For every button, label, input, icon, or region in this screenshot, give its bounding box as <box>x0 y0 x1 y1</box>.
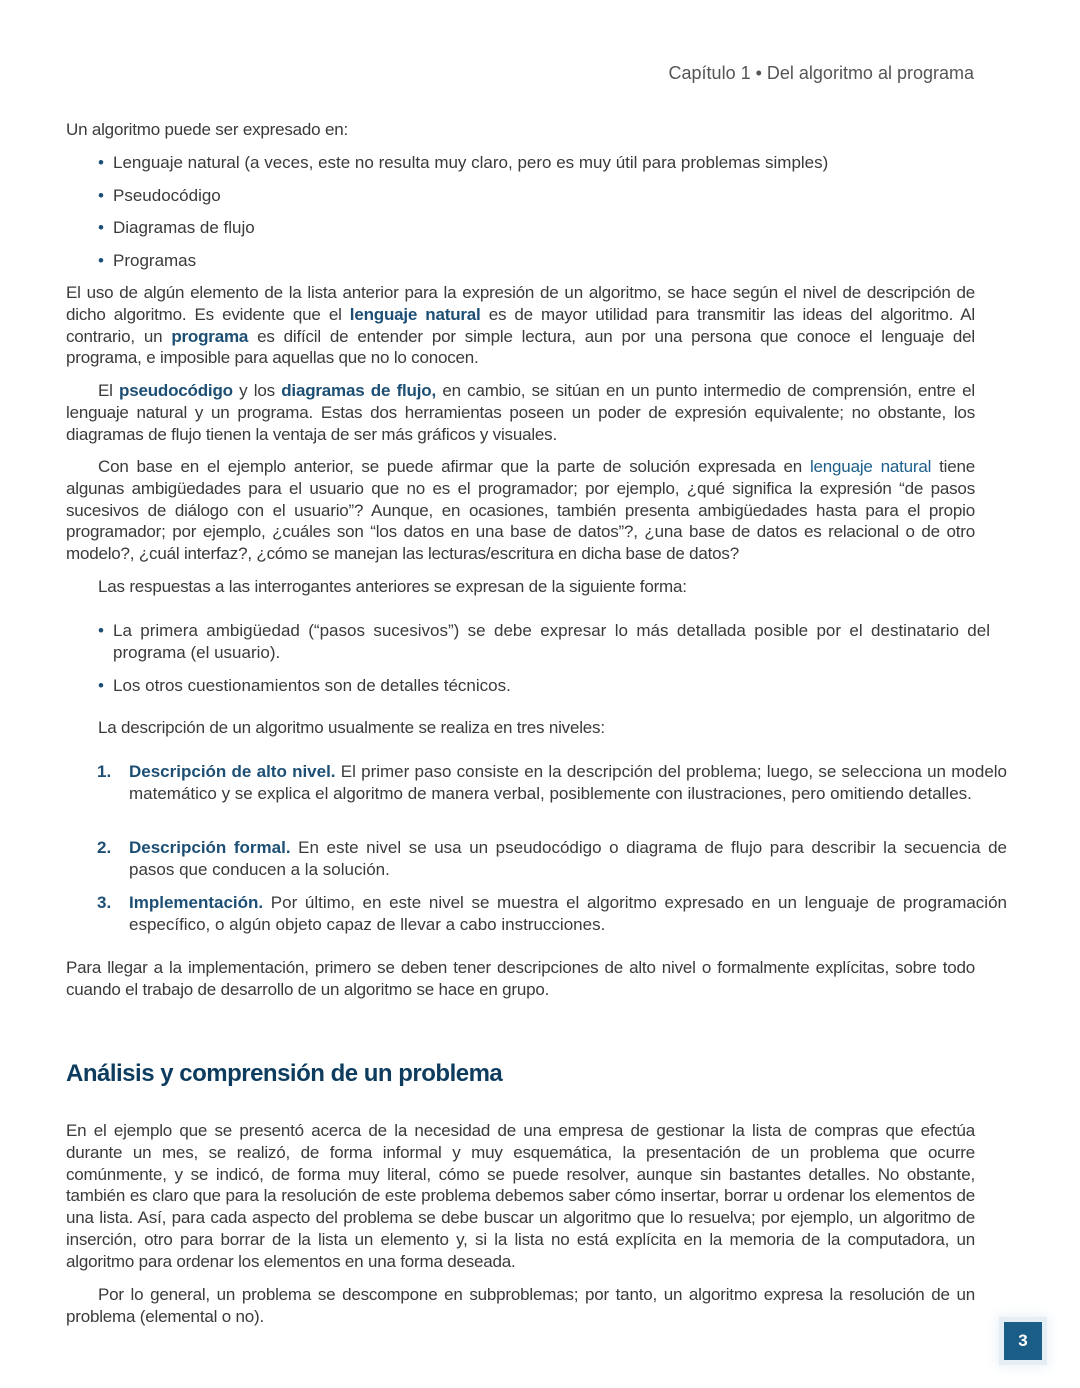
text-run: Los otros cuestionamientos son de detalles técnicos. <box>113 676 511 695</box>
text-run: es de mayor utilidad para transmitir las ideas del algoritmo. Al contrario, un <box>66 304 975 346</box>
bullet-item <box>98 185 990 207</box>
text-run: Por lo general, un problema se descompone en subproblemas; por tanto, un algoritmo expresa la resolución de un problema (elemental o no). <box>66 1285 975 1326</box>
bold-term: pseudocódigo <box>119 381 233 400</box>
paragraph <box>66 957 975 1001</box>
paragraph <box>66 1120 975 1273</box>
text-run: es difícil de entender por simple lectura, aun por una persona que conoce el lenguaje del programa, e imposible para aquellas que no lo conocen. <box>66 326 975 368</box>
text-run: Programas <box>113 251 197 270</box>
text-run: La descripción de un algoritmo usualmente se realiza en tres niveles: <box>98 718 605 737</box>
header-separator: • <box>750 63 767 83</box>
paragraph <box>66 1284 975 1328</box>
bullet-item <box>98 675 990 697</box>
item-number: 1. <box>97 762 112 781</box>
text-run: En el ejemplo que se presentó acerca de la necesidad de una empresa de gestionar la lista de compras que efectúa durante un mes, se realizó, de forma informal y muy esquemática, la presentación de un problema que ocurre comúnmente, y se indicó, de forma muy literal, cómo se puede resolver, aunque sin bastantes detalles. No obstante, también es claro que para la resolución de este problema debemos saber cómo insertar, borrar u ordenar los elementos de una lista. Así, para cada aspecto del problema se debe buscar un algoritmo que lo resuelva; por ejemplo, un algoritmo de inserción, otro para borrar de la lista un elemento y, si la lista no está explícita en la memoria de la computadora, un algoritmo para ordenar los elementos en una forma deseada. <box>66 1121 975 1271</box>
bullet-item <box>98 250 990 272</box>
text-run: Con base en el ejemplo anterior, se puede afirmar que la parte de solución expresada en <box>98 457 810 476</box>
numbered-item <box>97 761 1007 805</box>
text-run: En este nivel se usa un pseudocódigo o diagrama de flujo para describir la secuencia de pasos que conducen a la solución. <box>129 838 1007 879</box>
bold-term: Descripción formal. <box>129 838 291 857</box>
bullet-item <box>98 152 990 174</box>
paragraph <box>66 717 975 739</box>
numbered-item <box>97 837 1007 881</box>
text-run: y los <box>232 381 282 400</box>
numbered-item <box>97 892 1007 936</box>
text-run: Un algoritmo puede ser expresado en: <box>66 120 348 139</box>
bold-term: diagramas de flujo, <box>281 381 436 400</box>
page-number-badge <box>1004 1322 1042 1360</box>
page-number: 3 <box>1018 1331 1028 1350</box>
text-run: en cambio, se sitúan en un punto intermedio de comprensión, entre el lenguaje natural y un programa. Estas dos herramientas poseen un poder de expresión equivalente; no obstante, los diagramas de flujo tienen la ventaja de ser más gráficos y visuales. <box>66 381 975 444</box>
text-run: Lenguaje natural (a veces, este no resulta muy claro, pero es muy útil para problemas simples) <box>113 153 829 172</box>
item-number: 2. <box>97 838 112 857</box>
text-run: Las respuestas a las interrogantes anteriores se expresan de la siguiente forma: <box>98 577 687 596</box>
item-number: 3. <box>97 893 112 912</box>
text-run: El uso de algún elemento de la lista anterior para la expresión de un algoritmo, se hace según el nivel de descripción de dicho algoritmo. Es evidente que el <box>66 283 975 324</box>
text-run: tiene algunas ambigüedades para el usuario que no es el programador; por ejemplo, ¿qué significa la expresión “de pasos sucesivos de diálogo con el usuario”? Aunque, en ocasiones, también presenta ambigüedades hasta para el propio programador; por ejemplo, ¿cuáles son “los datos en una base de datos”?, ¿una base de datos es relacional o de otro modelo?, ¿cuál interfaz?, ¿cómo se manejan las lecturas/escritura en dicha base de datos? <box>66 457 975 564</box>
bold-term: programa <box>171 326 249 346</box>
chapter-title: Del algoritmo al programa <box>766 63 974 83</box>
section-heading: Análisis y comprensión de un problema <box>66 1060 503 1087</box>
text-run: La primera ambigüedad (“pasos sucesivos”) se debe expresar lo más detallada posible por el destinatario del programa (el usuario). <box>113 621 990 662</box>
bold-term: lenguaje natural <box>349 304 481 324</box>
chapter-label: Capítulo 1 <box>668 63 751 83</box>
text-run: Diagramas de flujo <box>113 218 255 237</box>
bullet-item <box>98 620 990 664</box>
paragraph <box>66 380 975 445</box>
paragraph <box>66 282 975 369</box>
paragraph <box>66 576 975 598</box>
text-run: Por último, en este nivel se muestra el algoritmo expresado en un lenguaje de programación específico, o algún objeto capaz de llevar a cabo instrucciones. <box>129 893 1007 934</box>
highlighted-term: lenguaje natural <box>809 457 932 476</box>
running-header <box>669 63 974 84</box>
paragraph <box>66 119 975 141</box>
text-run: Pseudocódigo <box>113 186 221 205</box>
paragraph <box>66 456 975 565</box>
text-run: Para llegar a la implementación, primero se deben tener descripciones de alto nivel o formalmente explícitas, sobre todo cuando el trabajo de desarrollo de un algoritmo se hace en grupo. <box>66 958 975 999</box>
text-run: El <box>98 381 120 400</box>
bold-term: Implementación. <box>129 893 264 912</box>
text-run: El primer paso consiste en la descripción del problema; luego, se selecciona un modelo matemático y se explica el algoritmo de manera verbal, posiblemente con ilustraciones, pero omitiendo detalles. <box>129 762 1007 803</box>
bold-term: Descripción de alto nivel. <box>129 762 336 781</box>
bullet-item <box>98 217 990 239</box>
